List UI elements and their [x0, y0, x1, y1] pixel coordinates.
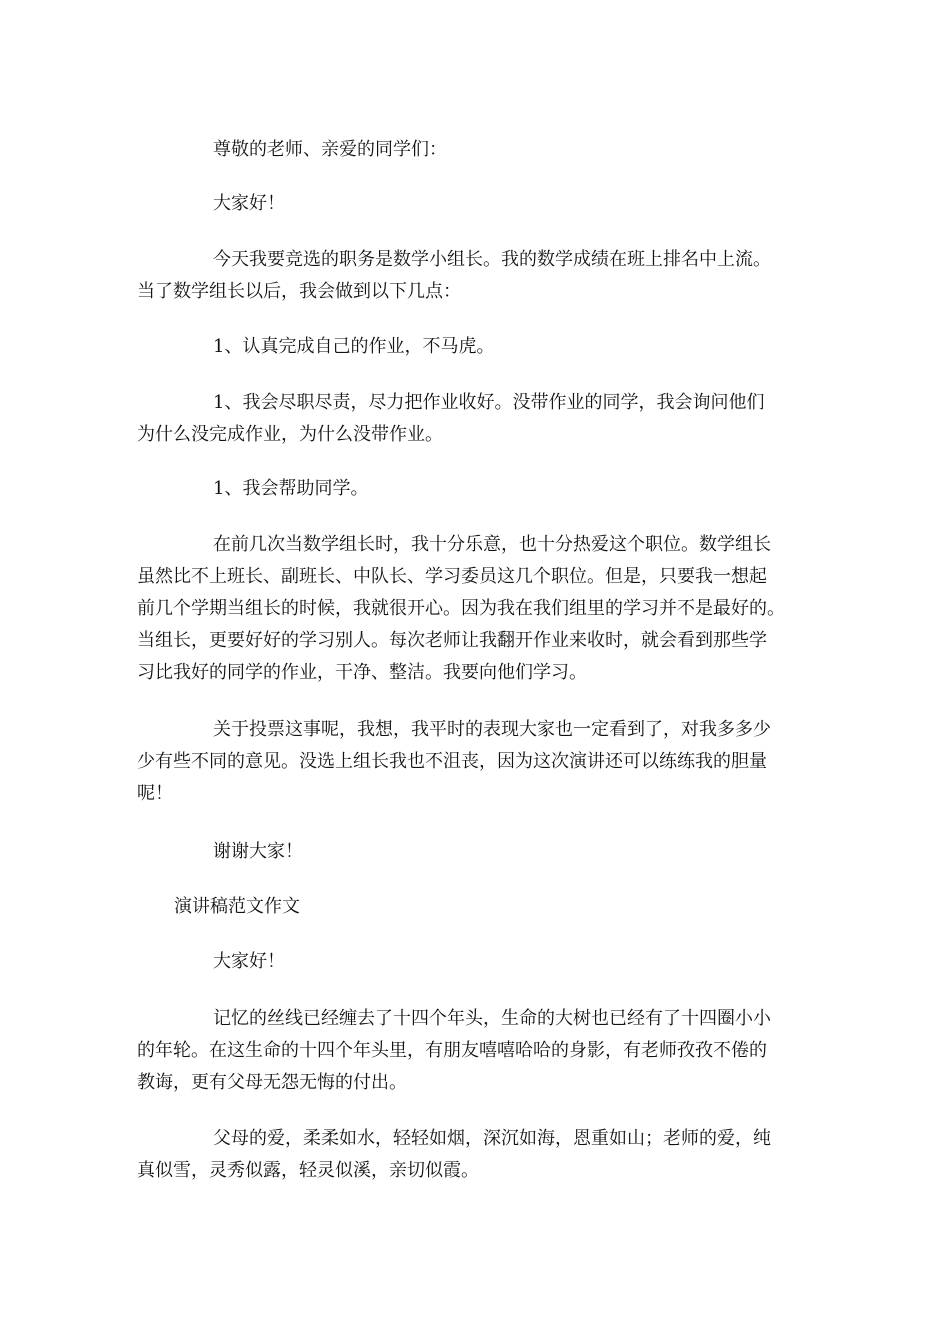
text-line: 1、我会尽职尽责，尽力把作业收好。没带作业的同学，我会询问他们 — [213, 392, 765, 413]
vote-paragraph — [137, 714, 817, 810]
hello-paragraph-2 — [137, 946, 817, 978]
point-3-paragraph — [137, 473, 817, 505]
text-line: 关于投票这事呢，我想，我平时的表现大家也一定看到了，对我多多少 — [213, 719, 771, 740]
text-line: 谢谢大家！ — [213, 841, 303, 862]
text-line: 虽然比不上班长、副班长、中队长、学习委员这几个职位。但是，只要我一想起 — [137, 566, 767, 587]
memory-paragraph — [137, 1003, 817, 1099]
text-line: 演讲稿范文作文 — [174, 896, 300, 917]
text-line: 大家好！ — [213, 951, 285, 972]
text-line: 1、我会帮助同学。 — [213, 478, 369, 499]
section-title — [137, 891, 817, 923]
text-line: 1、认真完成自己的作业，不马虎。 — [213, 336, 495, 357]
text-line: 的年轮。在这生命的十四个年头里，有朋友嘻嘻哈哈的身影，有老师孜孜不倦的 — [137, 1040, 767, 1061]
text-line: 为什么没完成作业，为什么没带作业。 — [137, 424, 443, 445]
point-2-paragraph — [137, 387, 817, 451]
point-1-paragraph — [137, 331, 817, 363]
text-line: 尊敬的老师、亲爱的同学们： — [213, 139, 447, 160]
intro-paragraph — [137, 244, 817, 308]
text-line: 真似雪，灵秀似露，轻灵似溪，亲切似霞。 — [137, 1160, 479, 1181]
thanks-paragraph — [137, 836, 817, 868]
text-line: 前几个学期当组长的时候，我就很开心。因为我在我们组里的学习并不是最好的。 — [137, 598, 785, 619]
text-line: 当组长，更要好好的学习别人。每次老师让我翻开作业来收时，就会看到那些学 — [137, 630, 767, 651]
greeting-paragraph — [137, 134, 817, 166]
text-line: 在前几次当数学组长时，我十分乐意，也十分热爱这个职位。数学组长 — [213, 534, 771, 555]
hello-paragraph — [137, 188, 817, 220]
text-line: 呢！ — [137, 783, 173, 804]
text-line: 少有些不同的意见。没选上组长我也不沮丧，因为这次演讲还可以练练我的胆量 — [137, 751, 767, 772]
text-line: 教诲，更有父母无怨无悔的付出。 — [137, 1072, 407, 1093]
text-line: 父母的爱，柔柔如水，轻轻如烟，深沉如海，恩重如山；老师的爱，纯 — [213, 1128, 771, 1149]
text-line: 记忆的丝线已经缠去了十四个年头，生命的大树也已经有了十四圈小小 — [213, 1008, 771, 1029]
text-line: 今天我要竞选的职务是数学小组长。我的数学成绩在班上排名中上流。 — [213, 249, 771, 270]
experience-paragraph — [137, 529, 817, 689]
text-line: 习比我好的同学的作业，干净、整洁。我要向他们学习。 — [137, 662, 587, 683]
love-paragraph — [137, 1123, 817, 1187]
text-line: 当了数学组长以后，我会做到以下几点： — [137, 281, 461, 302]
text-line: 大家好！ — [213, 193, 285, 214]
